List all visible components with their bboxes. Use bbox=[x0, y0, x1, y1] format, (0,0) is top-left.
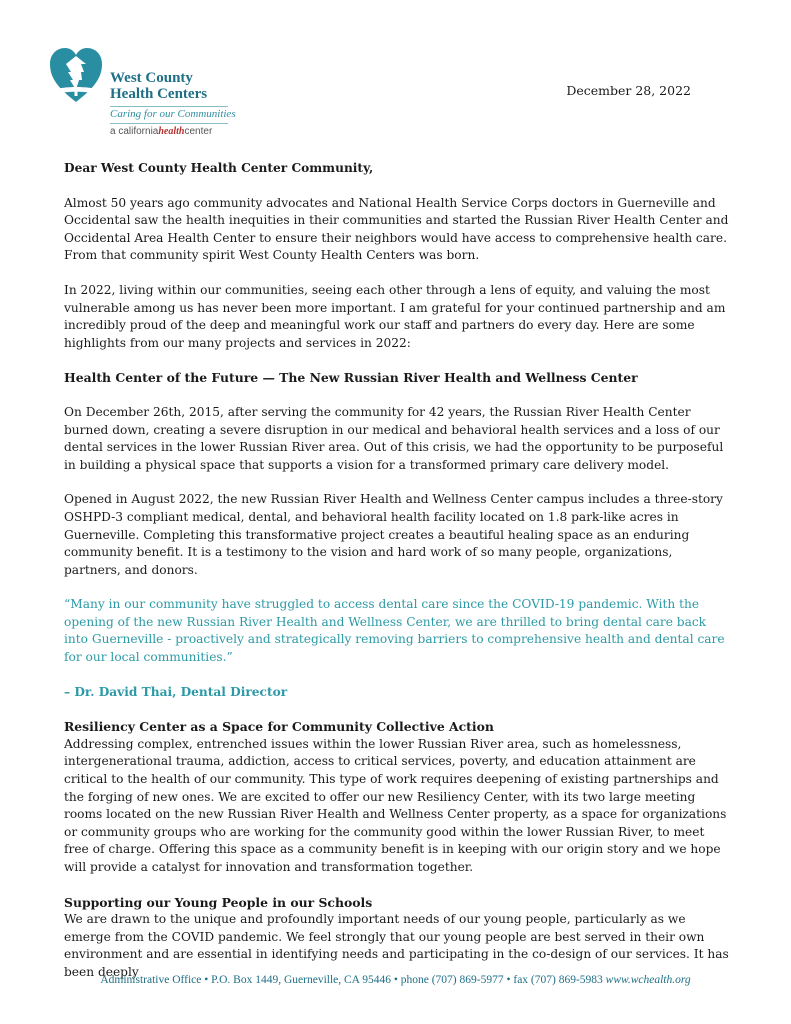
network-prefix: a california bbox=[110, 126, 159, 137]
org-name-line2: Health Centers bbox=[110, 86, 208, 102]
quote-attribution: – Dr. David Thai, Dental Director bbox=[64, 684, 288, 699]
paragraph-gratitude: In 2022, living within our communities, seeing each other through a lens of equity, and valuing the most vulnerable among us has never been more important. I am grateful for your continued partnership and am incredibly proud of the deep and meaningful work our staff and partners do every day. Here are some highlights from our many projects and services in 2022: bbox=[64, 282, 726, 350]
logo-divider bbox=[110, 123, 228, 124]
org-name-line1: West County bbox=[110, 70, 193, 86]
network-mid: health bbox=[158, 126, 185, 137]
paragraph-fire: On December 26th, 2015, after serving the community for 42 years, the Russian River Health Center burned down, creating a severe disruption in our medical and behavioral health services and a loss of our dental services in the lower Russian River area. Out of this crisis, we had the opportunity to be purposeful in building a physical space that supports a vision for a transformed primary care delivery model. bbox=[64, 404, 724, 472]
letter-date: December 28, 2022 bbox=[566, 83, 691, 98]
greeting: Dear West County Health Center Community, bbox=[64, 161, 374, 175]
footer-address: Administrative Office • P.O. Box 1449, Guerneville, CA 95446 • phone (707) 869-5977 • fax (707) 869-5983 bbox=[100, 974, 603, 986]
network-affiliation bbox=[110, 126, 212, 137]
footer-url[interactable]: www.wchealth.org bbox=[605, 974, 691, 986]
org-tagline: Caring for our Communities bbox=[110, 108, 236, 120]
heading-health-center-future: Health Center of the Future — The New Russian River Health and Wellness Center bbox=[64, 370, 638, 386]
letterhead-logo bbox=[48, 40, 238, 140]
paragraph-young-people: We are drawn to the unique and profoundly important needs of our young people, particularly as we emerge from the COVID pandemic. We feel strongly that our young people are best served in their own environment and are essential in identifying needs and participating in the co-design of our services. It has been deeply bbox=[64, 912, 729, 979]
paragraph-opening: Opened in August 2022, the new Russian River Health and Wellness Center campus includes a three-story OSHPD-3 compliant medical, dental, and behavioral health facility located on 1.8 park-like acres in Guerneville. Completing this transformative project creates a beautiful healing space as an enduring community benefit. It is a testimony to the vision and hard work of so many people, organizations, partners, and donors. bbox=[64, 492, 723, 577]
heart-tree-icon bbox=[48, 44, 104, 106]
network-suffix: center bbox=[184, 126, 213, 137]
paragraph-resiliency: Addressing complex, entrenched issues within the lower Russian River area, such as homelessness, intergenerational trauma, addiction, access to critical services, poverty, and education attainment are critical to the health of our community. This type of work requires deepening of existing partnerships and the forging of new ones. We are excited to offer our new Resiliency Center, with its two large meeting rooms located on the new Russian River Health and Wellness Center property, as a space for organizations or community groups who are working for the community good within the lower Russian River, to meet free of charge. Offering this space as a community benefit is in keeping with our origin story and we hope will provide a catalyst for innovation and transformation together. bbox=[64, 736, 727, 874]
heading-resiliency-center: Resiliency Center as a Space for Community Collective Action bbox=[64, 719, 494, 735]
heading-young-people: Supporting our Young People in our Schools bbox=[64, 894, 373, 910]
dental-quote: “Many in our community have struggled to access dental care since the COVID-19 pandemic. With the opening of the new Russian River Health and Wellness Center, we are thrilled to bring dental care back into Guerneville - proactively and strategically removing barriers to comprehensive health and dental care for our local communities.” bbox=[64, 597, 725, 665]
footer-contact bbox=[0, 974, 791, 986]
logo-divider bbox=[110, 106, 228, 107]
paragraph-history: Almost 50 years ago community advocates and National Health Service Corps doctors in Guerneville and Occidental saw the health inequities in their communities and started the Russian River Health Center and Occidental Area Health Center to ensure their neighbors would have access to comprehensive health care. From that community spirit West County Health Centers was born. bbox=[64, 195, 729, 263]
letter-body bbox=[64, 160, 732, 999]
